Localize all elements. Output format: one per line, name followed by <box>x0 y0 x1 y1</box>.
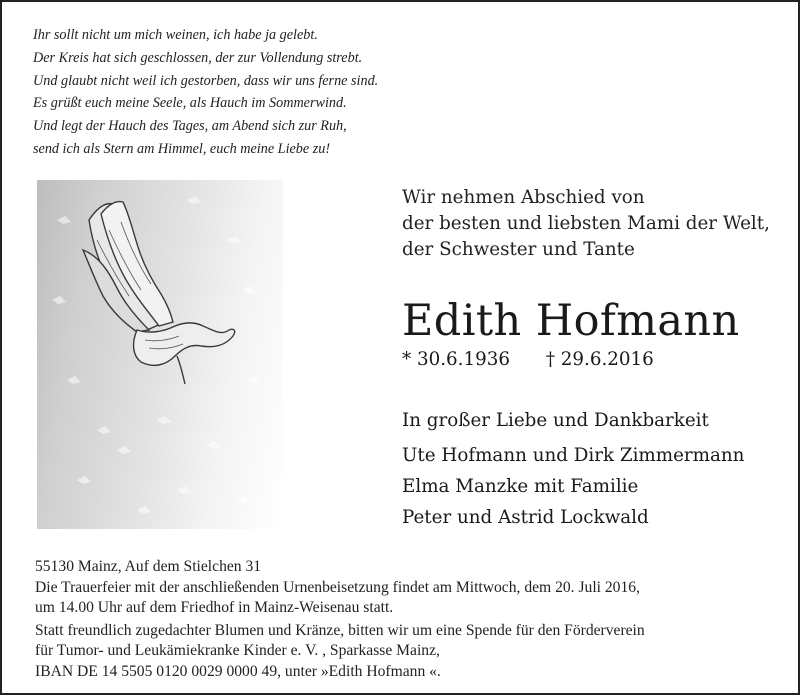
mourners-intro: In großer Liebe und Dankbarkeit <box>402 410 709 431</box>
mourner-name: Ute Hofmann und Dirk Zimmermann <box>402 445 745 466</box>
mourner-name: Peter und Astrid Lockwald <box>402 507 649 528</box>
farewell-line: der Schwester und Tante <box>402 239 635 260</box>
ceremony-line: um 14.00 Uhr auf dem Friedhof in Mainz-Weisenau statt. <box>35 599 394 617</box>
donation-line: IBAN DE 14 5505 0120 0029 0000 49, unter »Edith Hofmann «. <box>35 662 441 680</box>
farewell-line: Wir nehmen Abschied von <box>402 187 645 208</box>
donation-line: für Tumor- und Leukämiekranke Kinder e. V. , Sparkasse Mainz, <box>35 642 440 660</box>
praying-hands-image <box>37 180 283 529</box>
footer-info <box>35 557 795 683</box>
poem <box>33 24 453 161</box>
death-date: † 29.6.2016 <box>545 349 654 370</box>
ceremony-line: Die Trauerfeier mit der anschließenden Urnenbeisetzung findet am Mittwoch, dem 20. Juli 2016, <box>35 578 640 596</box>
address: 55130 Mainz, Auf dem Stielchen 31 <box>35 558 262 575</box>
birth-date: * 30.6.1936 <box>402 349 510 370</box>
poem-line: send ich als Stern am Himmel, euch meine Liebe zu! <box>33 140 331 157</box>
donation-line: Statt freundlich zugedachter Blumen und Kränze, bitten wir um eine Spende für den Förderverein <box>35 621 645 639</box>
poem-line: Ihr sollt nicht um mich weinen, ich habe ja gelebt. <box>33 27 318 43</box>
poem-line: Und glaubt nicht weil ich gestorben, dass wir uns ferne sind. <box>33 72 379 89</box>
farewell-line: der besten und liebsten Mami der Welt, <box>402 213 770 234</box>
deceased-name: Edith Hofmann <box>402 296 740 346</box>
poem-line: Der Kreis hat sich geschlossen, der zur Vollendung strebt. <box>33 49 363 66</box>
praying-hands-icon <box>37 180 283 529</box>
poem-line: Und legt der Hauch des Tages, am Abend sich zur Ruh, <box>33 118 347 135</box>
farewell-text <box>402 185 792 263</box>
mourner-name: Elma Manzke mit Familie <box>402 476 639 497</box>
poem-line: Es grüßt euch meine Seele, als Hauch im Sommerwind. <box>33 95 347 112</box>
mourners <box>402 405 744 533</box>
life-dates <box>402 347 654 373</box>
